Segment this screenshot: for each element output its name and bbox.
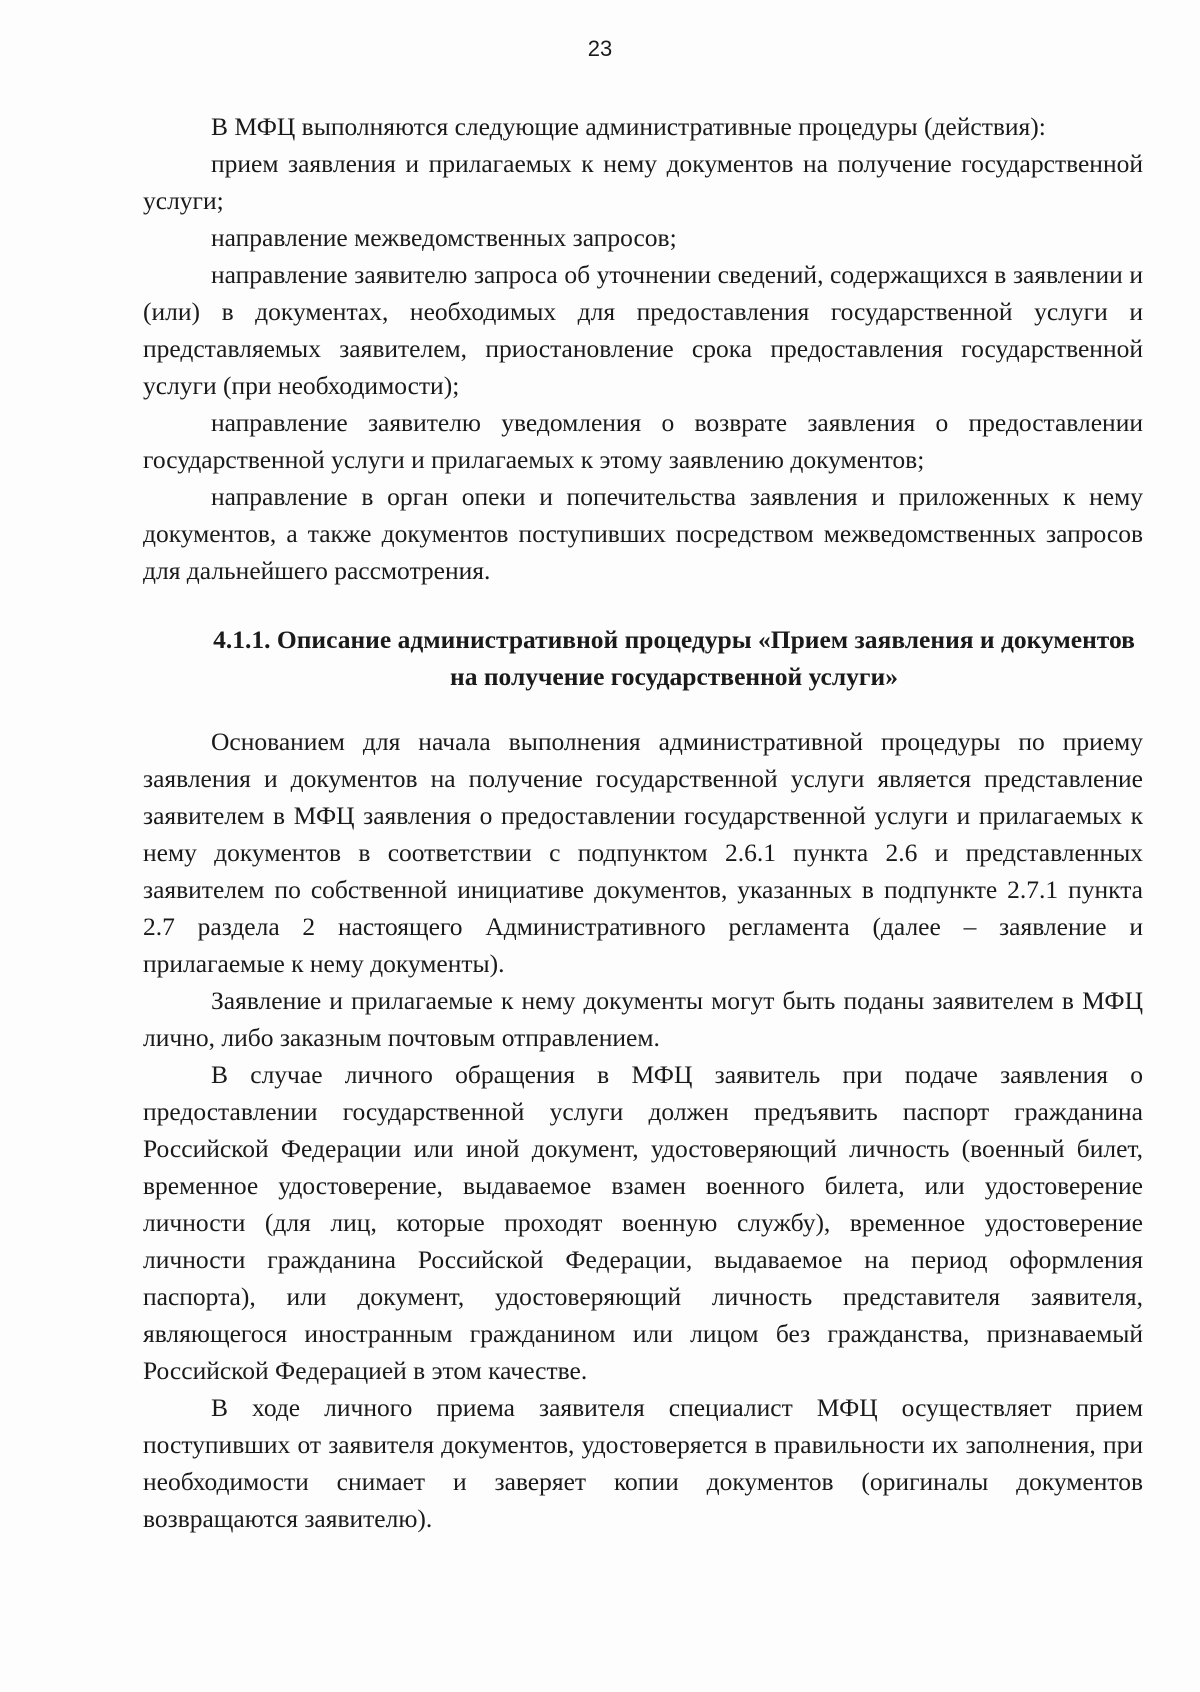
section-heading: 4.1.1. Описание административной процедуры «Прием заявления и документов на получение государственной услуги» [213,625,1135,691]
procedure-item: направление заявителю запроса об уточнении сведений, содержащихся в заявлении и (или) в документах, необходимых для предоставления государственной услуги и представляемых заявителем, приостановление срока предоставления государственной услуги (при необходимости); [143,260,1143,400]
intro-lead: В МФЦ выполняются следующие административные процедуры (действия): [211,112,1046,141]
page-number: 23 [587,36,613,61]
section-paragraph: Заявление и прилагаемые к нему документы могут быть поданы заявителем в МФЦ лично, либо заказным почтовым отправлением. [143,986,1143,1052]
section-paragraph: В ходе личного приема заявителя специалист МФЦ осуществляет прием поступивших от заявителя документов, удостоверяется в правильности их заполнения, при необходимости снимает и заверяет копии документов (оригиналы документов возвращаются заявителю). [143,1393,1143,1533]
section-paragraph: В случае личного обращения в МФЦ заявитель при подаче заявления о предоставлении государственной услуги должен предъявить паспорт гражданина Российской Федерации или иной документ, удостоверяющий личность (военный билет, временное удостоверение, выдаваемое взамен военного билета, или удостоверение личности (для лиц, которые проходят военную службу), временное удостоверение личности гражданина Российской Федерации, выдаваемое на период оформления паспорта), или документ, удостоверяющий личность представителя заявителя, являющегося иностранным гражданином или лицом без гражданства, признаваемый Российской Федерацией в этом качестве. [143,1060,1143,1385]
procedure-item: направление межведомственных запросов; [211,223,677,252]
procedure-item: прием заявления и прилагаемых к нему документов на получение государственной услуги; [143,149,1143,215]
procedure-item: направление заявителю уведомления о возврате заявления о предоставлении государственной услуги и прилагаемых к этому заявлению документов; [143,408,1143,474]
section-paragraph: Основанием для начала выполнения административной процедуры по приему заявления и документов на получение государственной услуги является представление заявителем в МФЦ заявления о предоставлении государственной услуги и прилагаемых к нему документов в соответствии с подпунктом 2.6.1 пункта 2.6 и представленных заявителем по собственной инициативе документов, указанных в подпункте 2.7.1 пункта 2.7 раздела 2 настоящего Административного регламента (далее – заявление и прилагаемые к нему документы). [143,727,1143,978]
procedure-item: направление в орган опеки и попечительства заявления и приложенных к нему документов, а также документов поступивших посредством межведомственных запросов для дальнейшего рассмотрения. [143,482,1143,585]
page-content [143,108,1143,1537]
